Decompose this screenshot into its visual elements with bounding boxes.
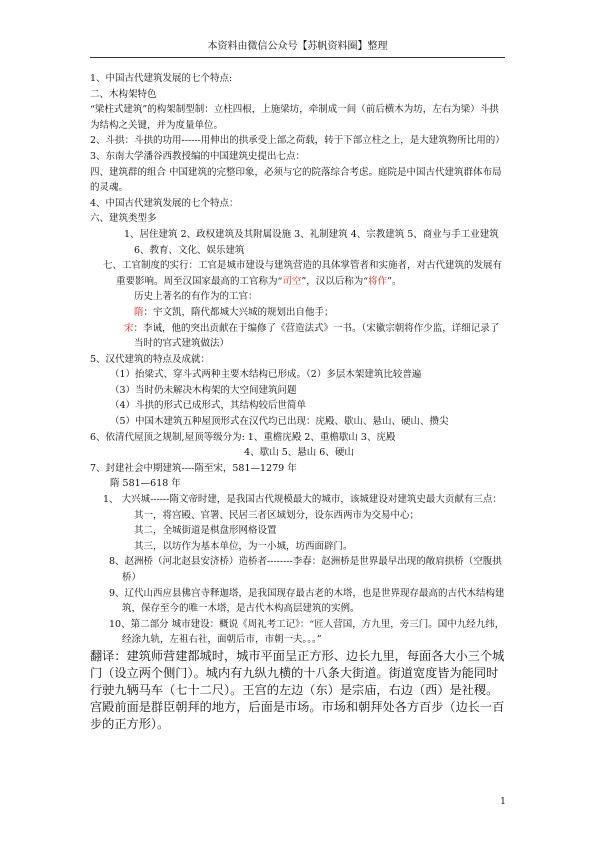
- han-point-3: （3）当时仍未解决木构架的大空间建筑问题: [110, 384, 297, 396]
- paragraph-dougong: 2、斗拱：斗拱的功用------用伸出的拱承受上部之荷载，转于下部立柱之上，是大建筑物所比用的）: [90, 135, 505, 147]
- paragraph-yingxian-pagoda: 9、辽代山西应县佛宫寺释迦塔，是我国现存最古老的木塔，也是世界现存最高的古代木结构建筑，保存至今的唯一木塔，是古代木构高层建筑的实例。: [109, 587, 505, 615]
- official-system-text-c: ”。: [387, 275, 402, 287]
- paragraph-roof-ranks: 6、依清代屋顶之规制,屋顶等级分为: 1、重檐庑殿 2、重檐歇山 3、庑殿: [90, 431, 396, 443]
- paragraph-beam-column: “梁柱式建筑”的构架制型制：立柱四根，上施梁坊，牵制成一间（前后横木为坊，左右为梁）斗拱为结构之关键，并为度量单位。: [90, 104, 499, 131]
- paragraph-song-official: [90, 321, 508, 352]
- paragraph-translation: 翻译：建筑师营建都城时，城市平面呈正方形、边长九里，每面各大小三个城门（设立两个侧门）。城内有九纵九横的十八条大街道。街道宽度皆为能同时行驶九辆马车（七十二尺）。王宫的左边（东）是宗庙，右边（西）是社稷。宫殿前面是群臣朝拜的地方，后面是市场。市场和朝拜处各方百步（边长一百步的正方形）。: [90, 648, 505, 731]
- daxing-point-3: 其三，以坊作为基本单位，为一小城，坊西面辟门。: [134, 540, 353, 552]
- official-system-text-a: 七、工官制度的实行：工官是城市建设与建筑营造的具体掌管者和实施者，对古代建筑的发展有重要影响。周至汉国家最高的工官称为“: [103, 260, 503, 287]
- document-body: [90, 71, 508, 733]
- paragraph-zhaozhou-bridge: 8、赵洲桥（河北赵县安济桥）造桥者--------李春：赵洲桥是世界最早出现的敞肩拱桥（空腹拱桥）: [109, 556, 502, 583]
- list-building-types: 1、居住建筑 2、政权建筑及其附属设施 3、礼制建筑 4、宗教建筑 5、商业与手工业建筑 6、教育、文化、娱乐建筑: [124, 228, 499, 256]
- paragraph-sui-official: [90, 305, 508, 321]
- page-number: 1: [500, 797, 506, 807]
- official-system-text-b: ”，汉以后称为“: [301, 275, 369, 287]
- page-header: 本资料由微信公众号【苏帆资料圈】整理: [207, 41, 388, 52]
- heading-han-architecture: 5、汉代建筑的特点及成就：: [90, 353, 211, 365]
- sui-official-text: ：宇文凯，隋代都城大兴城的规划出自他手；: [143, 306, 334, 318]
- han-point-5: （5）中国木建筑五种屋顶形式在汉代均已出现：庑殿、歇山、悬山、硬山、攒尖: [110, 416, 449, 428]
- daxing-point-2: 其二，全城街道是棋盘形网格设置: [134, 525, 277, 537]
- heading-seven-features: 1、中国古代建筑发展的七个特点:: [90, 73, 233, 84]
- han-point-4: （4）斗拱的形式已成形式，其结构较后世简单: [110, 400, 307, 412]
- song-official-text: ：李诫，他的突出贡献在于编修了《营造法式》一书。（宋徽宗朝将作少监，详细记录了当时的官式建筑做法）: [133, 322, 500, 350]
- heading-sui-dynasty: 隋 581—618 年: [110, 478, 181, 490]
- heading-wood-frame: 二、木构架特色: [90, 88, 157, 100]
- header-divider: [90, 57, 505, 58]
- han-point-1-2: （1）抬梁式、穿斗式两种主要木结构已形成。（2）多层木架建筑比较普遍: [110, 369, 422, 381]
- paragraph-daxing-city: 1、 大兴城------隋文帝时建，是我国古代规模最大的城市，该城建设对建筑史最大贡献有三点：: [103, 494, 502, 506]
- heading-mid-feudal: 7、封建社会中期建筑----隋至宋，581—1279 年: [90, 462, 297, 474]
- heading-seven-features-2: 4、中国古代建筑发展的七个特点：: [90, 197, 239, 209]
- paragraph-roof-ranks-cont: 4、歇山 5、悬山 6、硬山: [244, 447, 354, 459]
- label-song: 宋: [124, 322, 134, 334]
- heading-building-types: 六、建筑类型多: [90, 213, 157, 225]
- paragraph-building-group: 四、建筑群的组合 中国建筑的完整印象，必须与它的院落综合考虑。庭院是中国古代建筑群体布局的灵魂。: [90, 166, 502, 194]
- paragraph-official-system: [90, 258, 508, 289]
- paragraph-pan-guxi: 3、东南大学潘谷西教授编的中国建筑史提出七点：: [90, 150, 306, 162]
- term-jiangzuo: 将作: [368, 275, 388, 287]
- label-sui: 隋: [134, 306, 144, 318]
- term-sikong: 司空: [282, 275, 302, 287]
- paragraph-city-planning: 10、第二部分 城市建设：概说《周礼考工记》：“匠人营国，方九里，旁三门。国中九经九纬，经涂九轨，左祖右社，面朝后市，市朝一夫。。。”: [109, 618, 505, 646]
- paragraph-famous-officials: 历史上著名的有作为的工官：: [134, 291, 258, 303]
- daxing-point-1: 其一，将宫殿、官署、民居三者区域划分，设东西两市为交易中心；: [134, 509, 420, 521]
